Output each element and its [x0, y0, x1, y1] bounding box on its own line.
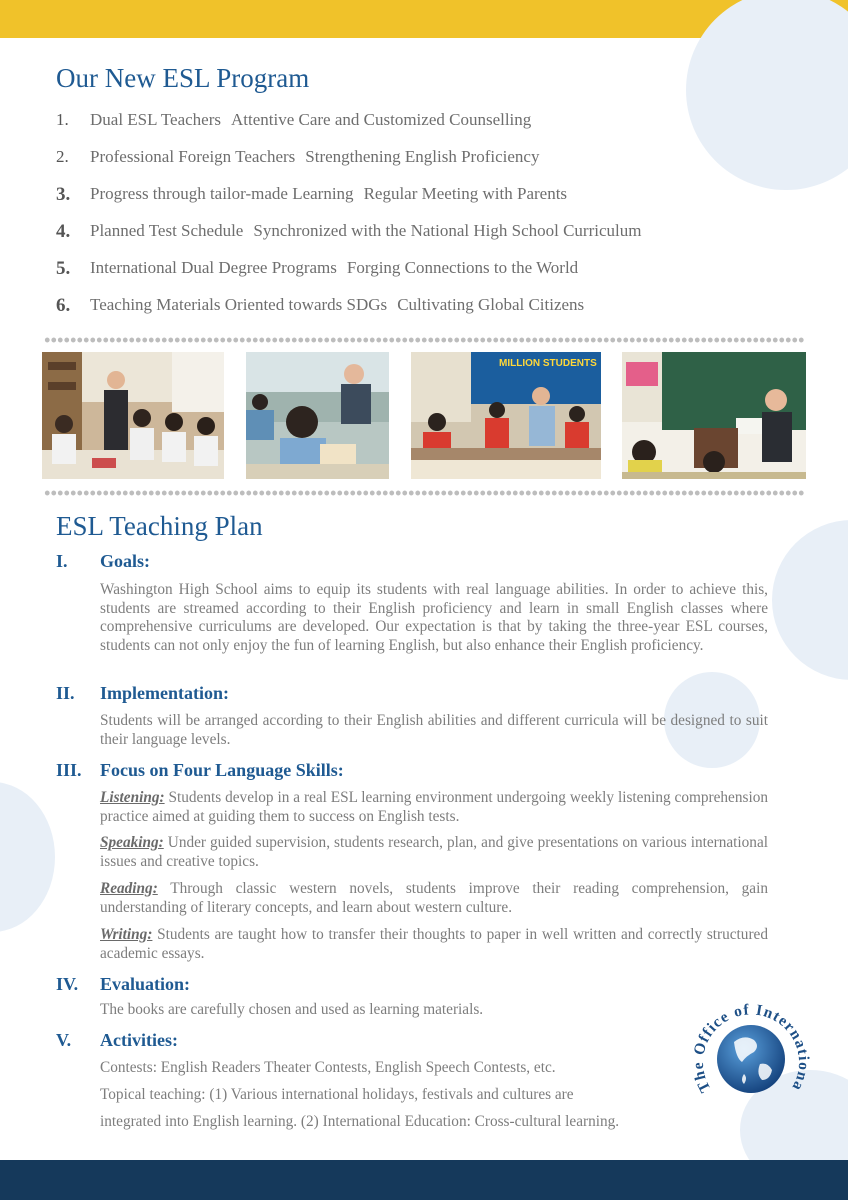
section-number: I. — [56, 551, 68, 571]
listening-body: Students develop in a real ESL learning environment undergoing weekly listening comprehension practice aimed at guiding them to success on English tests. — [100, 789, 768, 825]
section-heading: Activities: — [100, 1030, 178, 1050]
reading-label: Reading: — [100, 880, 158, 897]
activities-line: Topical teaching: (1) Various international holidays, festivals and cultures are — [100, 1086, 574, 1103]
section-heading: Goals: — [100, 551, 151, 571]
speaking-body: Under guided supervision, students research, plan, and give presentations on various international issues and creative topics. — [100, 834, 768, 870]
writing-text — [100, 926, 768, 963]
goals-heading — [56, 551, 150, 572]
list-item — [56, 295, 816, 332]
item-number: 3. — [56, 184, 71, 205]
item-subtitle: Attentive Care and Customized Counselling — [231, 110, 532, 129]
listening-label: Listening: — [100, 789, 165, 806]
skills-heading — [56, 760, 344, 781]
item-title: Teaching Materials Oriented towards SDGs — [90, 295, 388, 314]
item-number: 6. — [56, 295, 71, 316]
bottom-color-bar — [0, 1160, 848, 1200]
activities-line: integrated into English learning. (2) International Education: Cross-cultural learning. — [100, 1113, 620, 1130]
section-number: IV. — [56, 974, 79, 994]
speaking-text — [100, 834, 768, 871]
item-title: Professional Foreign Teachers — [90, 147, 296, 166]
classroom-photo — [411, 352, 601, 479]
evaluation-heading — [56, 974, 190, 995]
list-item — [56, 258, 816, 295]
listening-text — [100, 789, 768, 826]
dotted-divider — [44, 337, 804, 343]
item-number: 2. — [56, 147, 69, 166]
item-subtitle: Synchronized with the National High School Curriculum — [253, 221, 642, 240]
item-number: 5. — [56, 258, 71, 279]
activities-heading — [56, 1030, 178, 1051]
goals-text: Washington High School aims to equip its students with real language abilities. In order to achieve this, students are streamed according to their English proficiency and learn in small English classes where comprehensive curriculums are developed. Our expectation is that by taking the three-year ESL courses, students can not only enjoy the fun of learning English, but also enhance their English proficiency. — [100, 581, 768, 654]
implementation-text: Students will be arranged according to their English abilities and different curricula will be designed to suit their language levels. — [100, 712, 768, 748]
program-list — [56, 110, 816, 332]
list-item — [56, 110, 816, 147]
evaluation-text: The books are carefully chosen and used as learning materials. — [100, 1001, 484, 1018]
item-number: 1. — [56, 110, 69, 129]
section-heading: Evaluation: — [100, 974, 191, 994]
item-subtitle: Strengthening English Proficiency — [305, 147, 540, 166]
item-subtitle: Forging Connections to the World — [346, 258, 579, 277]
plan-title: ESL Teaching Plan — [56, 511, 263, 541]
decorative-circle — [772, 520, 848, 680]
classroom-photo — [246, 352, 389, 479]
program-title: Our New ESL Program — [56, 63, 310, 93]
decorative-circle — [0, 782, 55, 932]
list-item — [56, 147, 816, 184]
item-title: Progress through tailor-made Learning — [90, 184, 354, 203]
globe-icon — [717, 1025, 785, 1093]
classroom-photo — [622, 352, 806, 479]
section-number: II. — [56, 683, 75, 703]
writing-label: Writing: — [100, 926, 153, 943]
speaking-label: Speaking: — [100, 834, 164, 851]
item-title: Planned Test Schedule — [90, 221, 244, 240]
office-logo — [686, 994, 816, 1124]
list-item — [56, 184, 816, 221]
activities-line: Contests: English Readers Theater Contests, English Speech Contests, etc. — [100, 1059, 556, 1076]
logo-text: The Office of Internationa — [689, 1001, 813, 1096]
poster-text: MILLION STUDENTS — [499, 358, 597, 369]
reading-body: Through classic western novels, students improve their reading comprehension, gain understanding of literary concepts, and learn about western culture. — [100, 880, 768, 916]
section-heading: Implementation: — [100, 683, 229, 703]
dotted-divider — [44, 490, 804, 496]
reading-text — [100, 880, 768, 917]
section-number: III. — [56, 760, 82, 780]
item-title: International Dual Degree Programs — [90, 258, 337, 277]
section-number: V. — [56, 1030, 72, 1050]
item-number: 4. — [56, 221, 71, 242]
list-item — [56, 221, 816, 258]
classroom-photo — [42, 352, 224, 479]
item-subtitle: Regular Meeting with Parents — [363, 184, 568, 203]
item-subtitle: Cultivating Global Citizens — [397, 295, 585, 314]
item-title: Dual ESL Teachers — [90, 110, 221, 129]
implementation-heading — [56, 683, 229, 704]
section-heading: Focus on Four Language Skills: — [100, 760, 344, 780]
writing-body: Students are taught how to transfer their thoughts to paper in well written and correctly structured academic essays. — [100, 926, 768, 962]
